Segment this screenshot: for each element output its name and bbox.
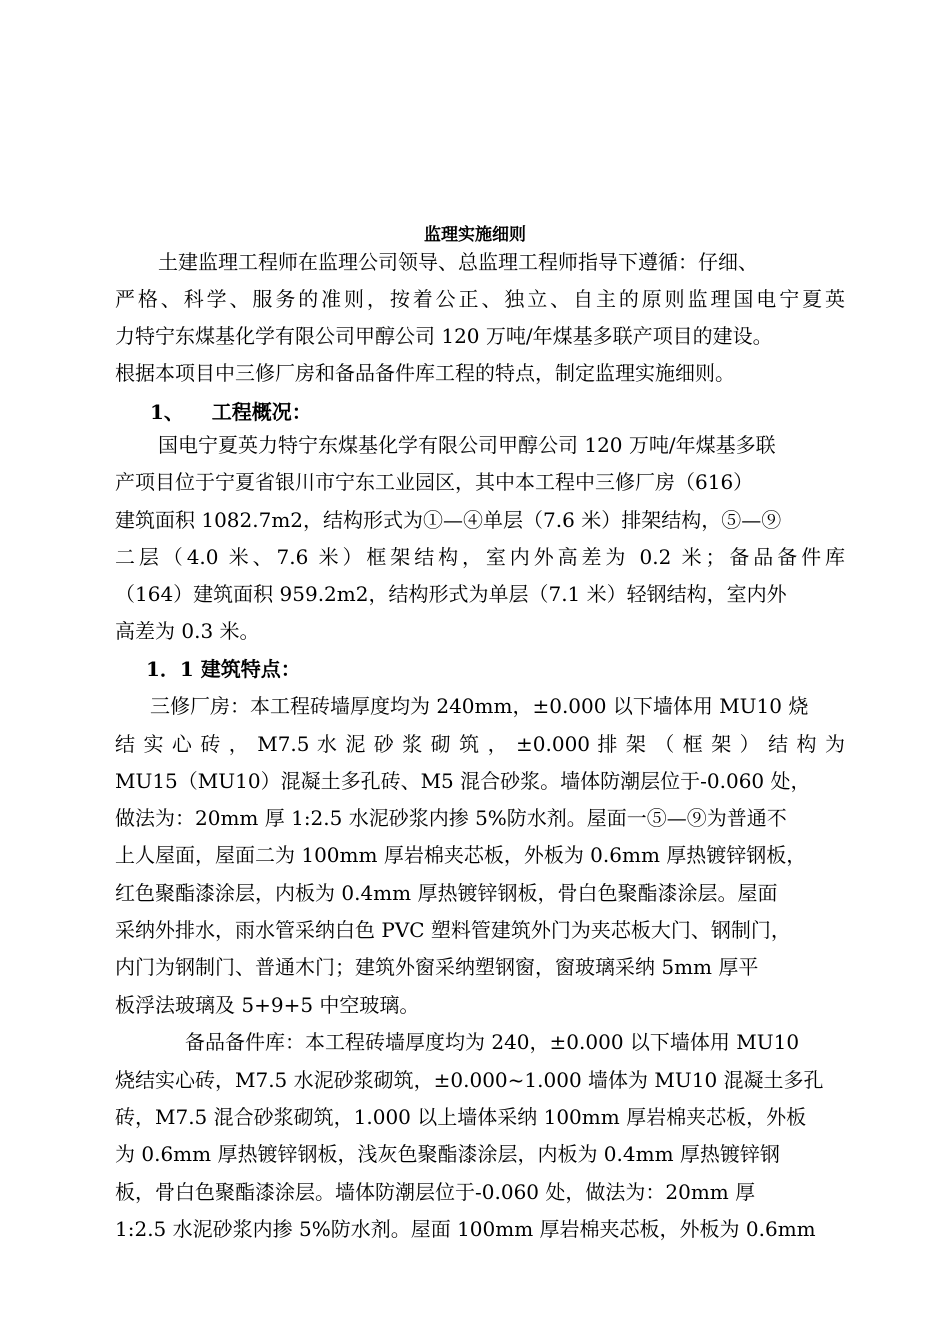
paragraph-line: 采纳外排水，雨水管采纳白色 PVC 塑料管建筑外门为夹芯板大门、钢制门， [115, 918, 791, 942]
paragraph-line: 高差为 0.3 米。 [115, 619, 260, 643]
paragraph-line: 板，骨白色聚酯漆涂层。墙体防潮层位于-0.060 处，做法为：20mm 厚 [115, 1180, 756, 1204]
paragraph-line: 二层（4.0 米、7.6 米）框架结构，室内外高差为 0.2 米；备品备件库 [115, 545, 845, 569]
paragraph-line: 上人屋面，屋面二为 100mm 厚岩棉夹芯板，外板为 0.6mm 厚热镀锌钢板， [115, 843, 807, 867]
paragraph-line: 国电宁夏英力特宁东煤基化学有限公司甲醇公司 120 万吨/年煤基多联 [158, 433, 776, 457]
paragraph-line: 备品备件库：本工程砖墙厚度均为 240，±0.000 以下墙体用 MU10 [185, 1030, 800, 1054]
paragraph-line: 砖，M7.5 混合砂浆砌筑，1.000 以上墙体采纳 100mm 厚岩棉夹芯板，外板 [115, 1105, 807, 1129]
paragraph-line: 板浮法玻璃及 5+9+5 中空玻璃。 [115, 993, 420, 1017]
paragraph-line: 土建监理工程师在监理公司领导、总监理工程师指导下遵循：仔细、 [158, 250, 758, 274]
paragraph-line: 烧结实心砖，M7.5 水泥砂浆砌筑，±0.000~1.000 墙体为 MU10 混凝土多孔 [115, 1068, 824, 1092]
paragraph-line: MU15（MU10）混凝土多孔砖、M5 混合砂浆。墙体防潮层位于-0.060 处， [115, 769, 811, 793]
section-heading: 1、 工程概况： [150, 400, 312, 424]
paragraph-line: 建筑面积 1082.7m2，结构形式为①—④单层（7.6 米）排架结构，⑤—⑨ [115, 508, 782, 532]
paragraph-line: 力特宁东煤基化学有限公司甲醇公司 120 万吨/年煤基多联产项目的建设。 [115, 324, 773, 348]
paragraph-line: 1:2.5 水泥砂浆内掺 5%防水剂。屋面 100mm 厚岩棉夹芯板，外板为 0.6mm [115, 1217, 816, 1241]
paragraph-line: 为 0.6mm 厚热镀锌钢板，浅灰色聚酯漆涂层，内板为 0.4mm 厚热镀锌钢 [115, 1142, 780, 1166]
paragraph-line: 内门为钢制门、普通木门；建筑外窗采纳塑钢窗，窗玻璃采纳 5mm 厚平 [115, 955, 759, 979]
paragraph-line: 做法为：20mm 厚 1:2.5 水泥砂浆内掺 5%防水剂。屋面一⑤—⑨为普通不 [115, 806, 787, 830]
paragraph-line: 根据本项目中三修厂房和备品备件库工程的特点，制定监理实施细则。 [115, 361, 735, 385]
paragraph-line: （164）建筑面积 959.2m2，结构形式为单层（7.1 米）轻钢结构，室内外 [115, 582, 787, 606]
document-title: 监理实施细则 [424, 225, 526, 245]
paragraph-line: 产项目位于宁夏省银川市宁东工业园区，其中本工程中三修厂房（616） [115, 470, 754, 494]
paragraph-line: 严格、科学、服务的准则，按着公正、独立、自主的原则监理国电宁夏英 [115, 287, 845, 311]
subsection-heading: 1．1 建筑特点： [146, 657, 301, 681]
paragraph-line: 结 实 心 砖 ， M7.5 水 泥 砂 浆 砌 筑 ， ±0.000 排 架 （ 框 架 ） 结 构 为 [115, 732, 845, 756]
paragraph-line: 三修厂房：本工程砖墙厚度均为 240mm，±0.000 以下墙体用 MU10 烧 [150, 694, 809, 718]
paragraph-line: 红色聚酯漆涂层，内板为 0.4mm 厚热镀锌钢板，骨白色聚酯漆涂层。屋面 [115, 881, 778, 905]
